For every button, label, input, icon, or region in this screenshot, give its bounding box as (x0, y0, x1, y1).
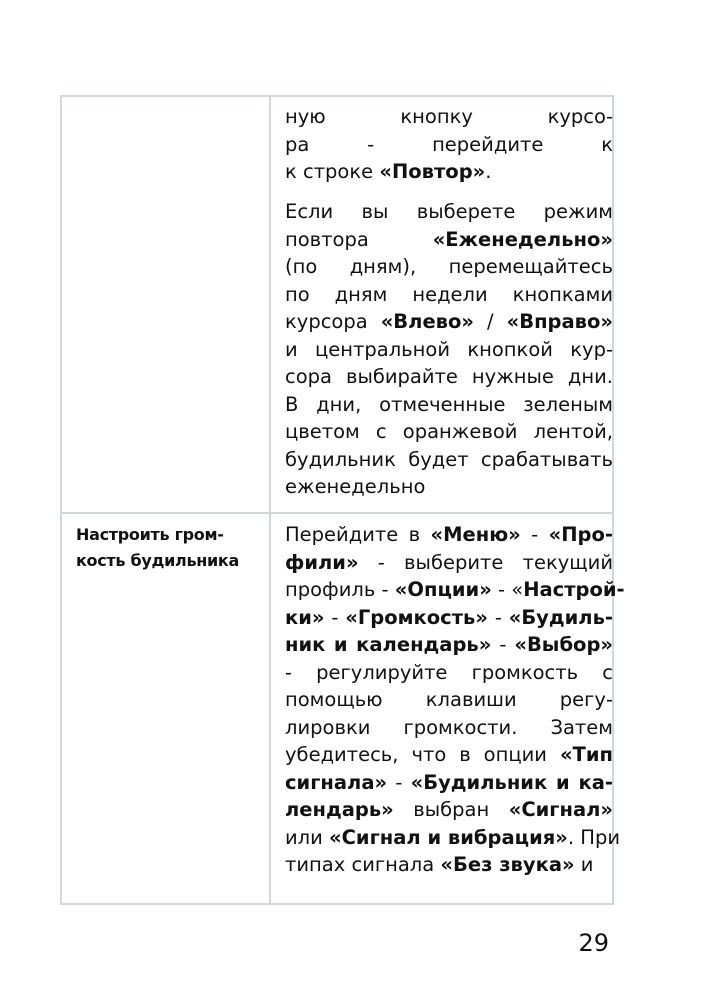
text-run: убедитесь, что в опции (285, 743, 560, 766)
text-run: и (574, 853, 594, 876)
bold-term: «Сигнал и вибрация» (329, 825, 568, 849)
text-line (285, 226, 613, 254)
row1-text-cell (273, 97, 612, 512)
text-line (285, 281, 613, 309)
text-line (285, 851, 613, 879)
text-line (285, 363, 613, 391)
label-line: Настроить гром- (76, 525, 224, 544)
text-line (285, 131, 613, 159)
text-line (285, 446, 613, 474)
text-run: лировки громкости. Затем (285, 715, 613, 739)
text-run: к строке (285, 160, 380, 183)
row1-paragraph-1 (285, 103, 613, 186)
text-run: . (485, 160, 492, 183)
text-run: ную кнопку курсо- (285, 105, 613, 128)
text-line (285, 741, 613, 769)
text-line (285, 796, 613, 824)
bold-term: ник и календарь» (285, 633, 492, 656)
row1-paragraph-2 (285, 198, 613, 501)
text-run: - регулируйте громкость с (285, 660, 613, 684)
text-run: курсора (285, 310, 381, 333)
bold-term: лендарь» (285, 798, 394, 821)
row2-paragraph (285, 521, 625, 879)
bold-term: сигнала» (285, 770, 388, 794)
text-line (285, 308, 613, 336)
bold-term: «Влево» (380, 310, 475, 333)
text-run: цветом с оранжевой лентой, (285, 420, 613, 443)
text-line (285, 103, 613, 131)
text-run: помощью клавиши регу- (285, 688, 613, 711)
text-run: В дни, отмеченные зеленым (285, 392, 613, 416)
text-run: ра - перейдите к (285, 132, 613, 156)
bold-term: «Громкость» (345, 605, 488, 629)
text-line (285, 473, 613, 501)
text-run: или (285, 825, 330, 849)
text-line (285, 158, 613, 186)
bold-term: «Будиль- (508, 605, 614, 629)
bold-term: «Тип (559, 743, 613, 766)
text-line (285, 714, 613, 742)
text-run: будильник будет срабатывать (285, 447, 613, 471)
text-run: - (520, 523, 549, 546)
text-line (285, 391, 613, 419)
text-line (285, 198, 613, 226)
bold-term: «Еженедельно» (432, 227, 613, 251)
text-line (285, 659, 613, 687)
text-run: сора выбирайте нужные дни. (285, 365, 613, 388)
bold-term: «Вправо» (506, 310, 614, 333)
text-run: - (487, 605, 509, 629)
text-run: типах сигнала (285, 853, 441, 876)
text-run: профиль - (285, 578, 395, 601)
text-line (285, 521, 613, 549)
text-run: - (387, 770, 411, 794)
text-line (285, 824, 621, 852)
text-run: повтора (285, 227, 433, 251)
row2-label (62, 514, 269, 574)
label-line: кость будильника (76, 551, 239, 570)
bold-term: «Про- (548, 523, 613, 546)
bold-term: фили» (285, 550, 359, 574)
bold-term: «Сигнал» (508, 798, 613, 821)
text-run: по дням недели кнопками (285, 282, 613, 306)
row1-label-cell (62, 97, 271, 512)
row2-label-cell (62, 514, 271, 903)
text-line (285, 631, 613, 659)
text-line (285, 686, 613, 714)
text-run: и центральной кнопкой кур- (285, 337, 613, 361)
text-line (285, 336, 613, 364)
text-run: еженедельно (285, 475, 426, 498)
text-run: / (474, 310, 507, 333)
bold-term: «Без звука» (440, 853, 575, 876)
text-line (285, 418, 613, 446)
bold-term: «Выбор» (514, 633, 614, 656)
text-run: - (491, 633, 515, 656)
page-number: 29 (578, 929, 609, 957)
text-run: . При (567, 825, 621, 849)
table-row (62, 514, 625, 903)
text-line (285, 769, 613, 797)
bold-term: «Будильник и ка- (410, 770, 614, 794)
text-line (285, 604, 613, 632)
bold-term: «Меню» (430, 523, 521, 546)
text-run: - выберите текущий (358, 550, 613, 574)
text-run: Если вы выберете режим (285, 200, 613, 223)
text-line (285, 253, 613, 281)
bold-term: ки» (285, 605, 325, 629)
bold-term: «Повтор» (379, 160, 486, 183)
table-row (62, 97, 612, 514)
bold-term: «Опции» (394, 578, 492, 601)
text-run: - (324, 605, 346, 629)
row2-text-cell (273, 514, 625, 903)
text-run: - « (491, 578, 524, 601)
instruction-table (60, 95, 625, 905)
text-line (285, 549, 613, 577)
text-line (285, 576, 625, 604)
text-run: выбран (393, 798, 509, 821)
bold-term: Настрой- (523, 578, 625, 601)
text-run: Перейдите в (285, 523, 431, 546)
text-run: (по дням), перемещайтесь (285, 255, 613, 278)
